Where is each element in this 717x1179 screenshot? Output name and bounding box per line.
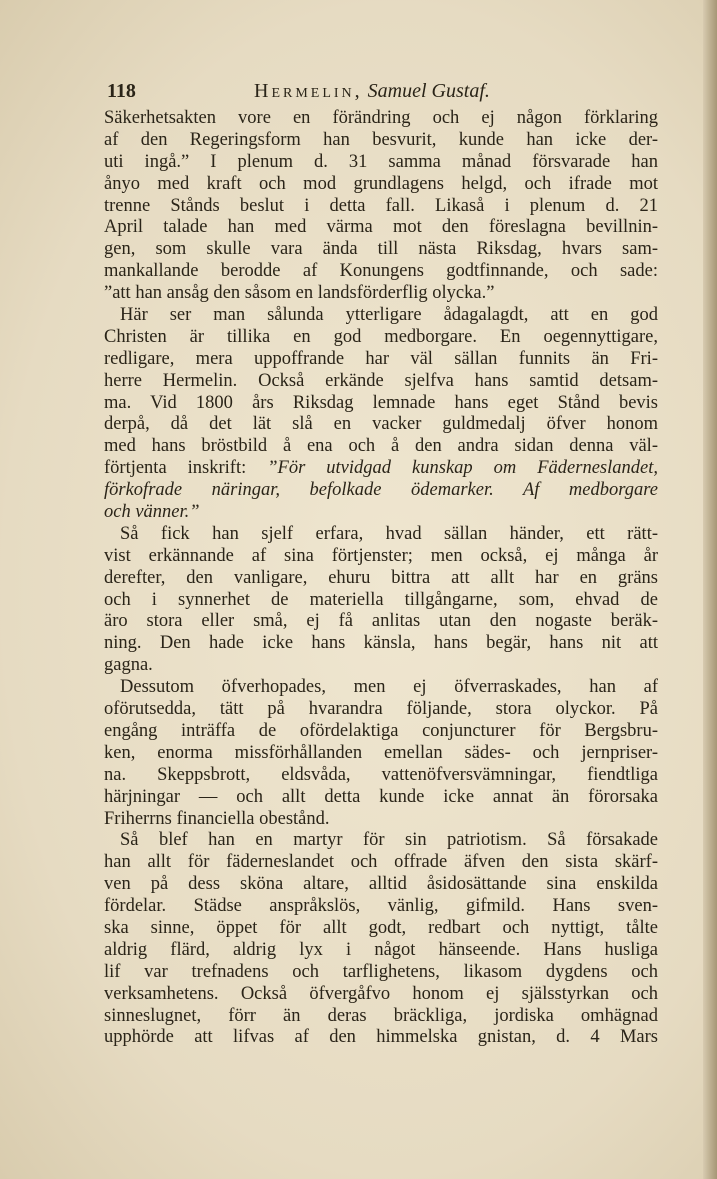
text-line-roman: och i synnerhet de materiella tillgångarne, som, ehvad de <box>104 589 658 610</box>
text-line <box>104 655 658 677</box>
text-line <box>104 721 658 743</box>
text-line-roman: Så blef han en martyr för sin patriotism. Så försakade <box>120 830 658 851</box>
text-line-roman: April talade han med värma mot den föreslagna bevillnin- <box>104 217 658 238</box>
text-line-roman: Dessutom öfverhopades, men ej öfverraskades, han af <box>120 677 658 698</box>
text-line-roman: Friherrns financiella obestånd. <box>104 808 330 829</box>
text-line-roman: ska sinne, öppet för allt godt, redbart och nyttigt, tålte <box>104 917 658 938</box>
text-line <box>104 108 658 130</box>
text-line-roman: han allt för fäderneslandet och offrade äfven den sista skärf- <box>104 852 658 873</box>
page-edge <box>703 0 717 1179</box>
running-head-surname: Hermelin, <box>254 80 363 102</box>
text-line-roman: fördelar. Städse anspråkslös, vänlig, gifmild. Hans sven- <box>104 896 658 917</box>
text-line-roman: derpå, då det lät slå en vacker guldmedalj öfver honom <box>104 414 658 435</box>
text-line <box>104 962 658 984</box>
text-line <box>104 633 658 655</box>
text-line <box>104 568 658 590</box>
text-line-roman: verksamhetens. Också öfvergåfvo honom ej själsstyrkan och <box>104 983 658 1004</box>
text-line-roman: Säkerhetsakten vore en förändring och ej någon förklaring <box>104 108 658 128</box>
text-line <box>104 480 658 502</box>
text-line <box>104 896 658 918</box>
text-line <box>104 940 658 962</box>
text-line-roman: ånyo med kraft och mod grundlagens helgd, och ifrade mot <box>104 173 658 194</box>
text-line-roman: uti ingå.” I plenum d. 31 samma månad försvarade han <box>104 151 658 172</box>
text-line <box>104 502 658 524</box>
text-line <box>104 327 658 349</box>
text-line-roman: derefter, den vanligare, ehuru bittra att allt har en gräns <box>104 567 658 588</box>
text-line <box>104 152 658 174</box>
text-line-roman: trenne Stånds beslut i detta fall. Likaså i plenum d. 21 <box>104 195 658 216</box>
text-line-roman: lif var trefnadens och tarflighetens, likasom dygdens och <box>104 961 658 982</box>
text-line-italic: förkofrade näringar, befolkade ödemarker. Af medborgare <box>104 480 658 501</box>
text-line-roman: gen, som skulle vara ända till nästa Riksdag, hvars sam- <box>104 239 658 260</box>
text-line-roman: med hans bröstbild å ena och å den andra sidan denna väl- <box>104 436 658 457</box>
running-head-given-name: Samuel Gustaf. <box>367 80 490 102</box>
text-line <box>104 283 658 305</box>
text-line-roman: herre Hermelin. Också erkände sjelfva hans samtid detsam- <box>104 370 658 391</box>
text-line <box>104 174 658 196</box>
text-line <box>104 590 658 612</box>
text-line <box>104 1027 658 1049</box>
text-line-roman: ma. Vid 1800 års Riksdag lemnade hans eget Stånd bevis <box>104 392 658 413</box>
text-line <box>104 809 658 831</box>
text-line <box>104 1006 658 1028</box>
text-line-roman: ”att han ansåg den såsom en landsförderflig olycka.” <box>104 283 495 304</box>
text-line-roman: na. Skeppsbrott, eldsvåda, vattenöfversvämningar, fiendtliga <box>104 764 658 785</box>
text-line <box>104 305 658 327</box>
text-line-roman: mankallande berodde af Konungens godtfinnande, och sade: <box>104 261 658 282</box>
text-line <box>104 546 658 568</box>
text-line-roman: Här ser man sålunda ytterligare ådagalagdt, att en god <box>120 305 658 326</box>
text-line-roman: engång inträffa de ofördelaktiga conjuncturer för Bergsbru- <box>104 720 658 741</box>
page-number: 118 <box>107 80 136 102</box>
text-line-roman: ken, enorma missförhållanden emellan sädes- och jernpriser- <box>104 742 658 763</box>
text-line-roman: Christen är tillika en god medborgare. En oegennyttigare, <box>104 326 658 347</box>
text-line <box>104 130 658 152</box>
text-line <box>104 852 658 874</box>
text-line-roman: ven på dess sköna altare, alltid åsidosättande sina enskilda <box>104 874 658 895</box>
text-line-roman: härjningar — och allt detta kunde icke annat än förorsaka <box>104 786 658 807</box>
text-line <box>104 524 658 546</box>
text-line <box>104 414 658 436</box>
text-line-roman: ning. Den hade icke hans känsla, hans begär, hans nit att <box>104 633 658 654</box>
text-line-roman: gagna. <box>104 655 153 676</box>
text-line-roman: sinneslugnet, förr än deras bräckliga, jordiska omhägnad <box>104 1005 658 1026</box>
text-line <box>104 830 658 852</box>
text-line <box>104 984 658 1006</box>
text-line <box>104 393 658 415</box>
text-line <box>104 349 658 371</box>
text-line-roman: af den Regeringsform han besvurit, kunde han icke der- <box>104 129 658 150</box>
text-line <box>104 765 658 787</box>
page-header <box>104 78 664 104</box>
text-line-roman: upphörde att lifvas af den himmelska gnistan, d. 4 Mars <box>104 1027 658 1048</box>
text-line <box>104 611 658 633</box>
text-line <box>104 261 658 283</box>
text-line-roman: Så fick han sjelf erfara, hvad sällan händer, ett rätt- <box>120 523 658 544</box>
text-line <box>104 196 658 218</box>
text-line <box>104 787 658 809</box>
text-line <box>104 874 658 896</box>
text-line <box>104 436 658 458</box>
text-line <box>104 743 658 765</box>
text-line <box>104 677 658 699</box>
text-line-roman: äro stora eller små, ej få anlitas utan den nogaste beräk- <box>104 611 658 632</box>
text-line <box>104 217 658 239</box>
text-line-roman: aldrig flärd, aldrig lyx i något hänseende. Hans husliga <box>104 939 658 960</box>
text-line <box>104 239 658 261</box>
text-line-roman: redligare, mera uppoffrande har väl sällan funnits än Fri- <box>104 348 658 369</box>
text-line-roman: förtjenta inskrift: <box>104 458 247 479</box>
text-line <box>104 458 658 480</box>
text-line <box>104 371 658 393</box>
running-head <box>254 78 490 104</box>
text-line-italic: och vänner.” <box>104 502 200 523</box>
body-text <box>104 108 658 1049</box>
text-line <box>104 699 658 721</box>
text-line-roman: vist erkännande af sina förtjenster; men också, ej många år <box>104 545 658 566</box>
text-line-italic: ”För utvidgad kunskap om Fäderneslandet, <box>246 458 658 479</box>
text-line <box>104 918 658 940</box>
text-line-roman: oförutsedda, tätt på hvarandra följande, stora olyckor. På <box>104 699 658 720</box>
